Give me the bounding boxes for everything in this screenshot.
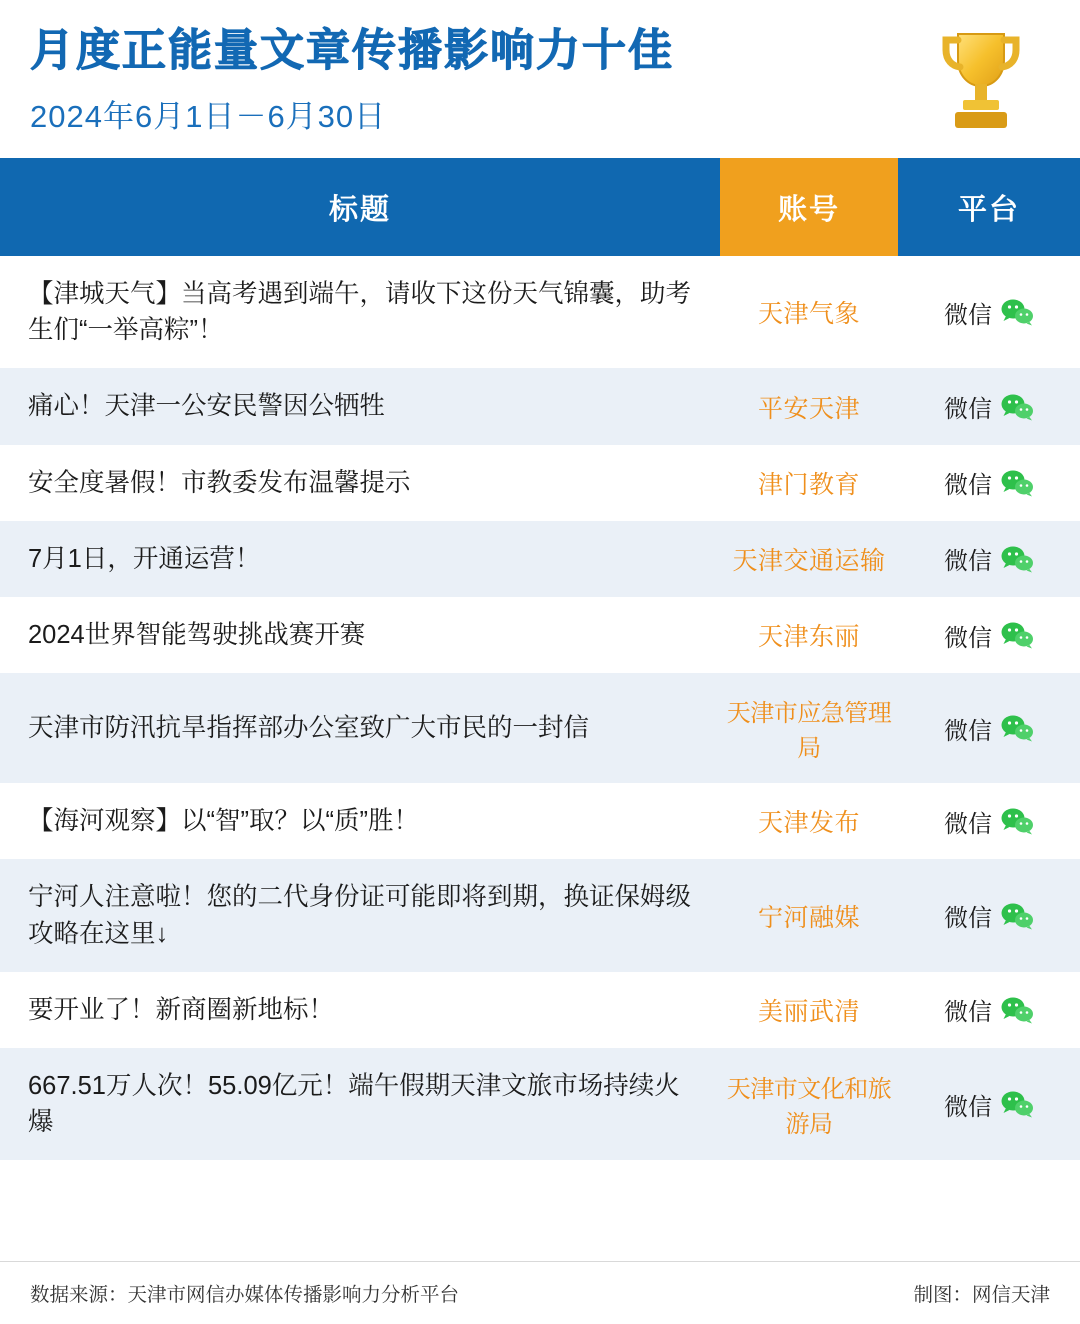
table-row (0, 597, 1080, 673)
table-row (0, 859, 1080, 971)
article-title: 【津城天气】当高考遇到端午，请收下这份天气锦囊，助考生们“一举高粽”！ (28, 280, 692, 345)
article-title: 2024世界智能驾驶挑战赛开赛 (28, 621, 366, 650)
platform-cell (898, 597, 1080, 673)
trophy-icon (938, 26, 1024, 136)
wechat-icon (1001, 469, 1034, 497)
article-title: 7月1日，开通运营！ (28, 544, 261, 573)
footer (0, 1262, 1080, 1324)
article-title: 天津市防汛抗旱指挥部办公室致广大市民的一封信 (28, 714, 590, 743)
wechat-icon (1001, 902, 1034, 930)
platform-label: 微信 (944, 717, 992, 745)
data-source-note: 数据来源：天津市网信办媒体传播影响力分析平台 (30, 1284, 460, 1306)
platform-label: 微信 (944, 905, 992, 933)
article-title: 宁河人注意啦！您的二代身份证可能即将到期，换证保姆级攻略在这里↓ (28, 883, 692, 948)
table-row (0, 368, 1080, 444)
platform-label: 微信 (944, 624, 992, 652)
platform-label: 微信 (944, 999, 992, 1027)
wechat-icon (1001, 714, 1034, 742)
wechat-icon (1001, 996, 1034, 1024)
account-name: 天津东丽 (757, 623, 860, 652)
platform-cell (898, 972, 1080, 1048)
table-row (0, 972, 1080, 1048)
article-title: 痛心！天津一公安民警因公牺牲 (28, 392, 386, 421)
page-title: 月度正能量文章传播影响力十佳 (30, 25, 674, 76)
platform-cell (898, 256, 1080, 368)
article-title: 要开业了！新商圈新地标！ (28, 995, 335, 1024)
platform-cell (898, 445, 1080, 521)
article-title: 667.51万人次！55.09亿元！端午假期天津文旅市场持续火爆 (28, 1072, 680, 1137)
account-name: 津门教育 (757, 470, 860, 499)
account-name: 天津发布 (757, 809, 860, 838)
date-range-subtitle: 2024年6月1日－6月30日 (30, 98, 387, 134)
ranking-table (0, 158, 1080, 1160)
wechat-icon (1001, 621, 1034, 649)
account-name: 天津市应急管理局 (726, 700, 892, 763)
table-row (0, 783, 1080, 859)
wechat-icon (1001, 807, 1034, 835)
platform-label: 微信 (944, 810, 992, 838)
account-name: 天津气象 (757, 300, 860, 329)
account-name: 天津交通运输 (732, 546, 886, 575)
table-row (0, 673, 1080, 783)
account-name: 平安天津 (757, 394, 860, 423)
column-header-title: 标题 (0, 158, 720, 256)
platform-label: 微信 (944, 301, 992, 329)
platform-cell (898, 368, 1080, 444)
platform-label: 微信 (944, 472, 992, 500)
column-header-platform: 平台 (898, 158, 1080, 256)
article-title: 【海河观察】以“智”取？以“质”胜！ (28, 807, 419, 836)
column-header-account: 账号 (720, 158, 898, 256)
credit-note: 制图：网信天津 (913, 1284, 1050, 1306)
account-name: 天津市文化和旅游局 (726, 1076, 892, 1139)
wechat-icon (1001, 545, 1034, 573)
account-name: 美丽武清 (757, 997, 860, 1026)
platform-cell (898, 521, 1080, 597)
article-title: 安全度暑假！市教委发布温馨提示 (28, 468, 411, 497)
wechat-icon (1001, 298, 1034, 326)
account-name: 宁河融媒 (757, 903, 860, 932)
platform-label: 微信 (944, 548, 992, 576)
platform-cell (898, 1048, 1080, 1160)
header (0, 0, 1080, 158)
table-body (0, 256, 1080, 1160)
platform-label: 微信 (944, 1093, 992, 1121)
table-row (0, 1048, 1080, 1160)
table-row (0, 521, 1080, 597)
platform-label: 微信 (944, 396, 992, 423)
wechat-icon (1001, 393, 1034, 421)
wechat-icon (1001, 1090, 1034, 1118)
table-row (0, 256, 1080, 368)
table-row (0, 445, 1080, 521)
platform-cell (898, 783, 1080, 859)
platform-cell (898, 859, 1080, 971)
table-header (0, 158, 1080, 256)
platform-cell (898, 673, 1080, 783)
